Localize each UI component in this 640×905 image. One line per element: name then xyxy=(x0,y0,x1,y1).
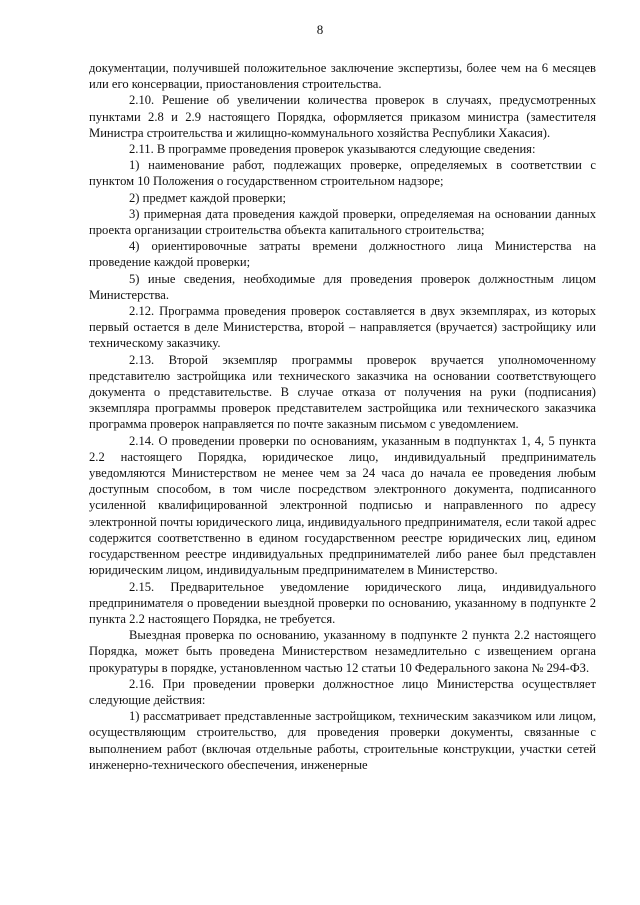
paragraph: 4) ориентировочные затраты времени должностного лица Министерства на проведение каждой проверки; xyxy=(89,239,596,270)
paragraph: Выездная проверка по основанию, указанному в подпункте 2 пункта 2.2 настоящего Порядка, может быть проведена Министерством незамедлительно с извещением органа прокуратуры в порядке, установленном частью 12 статьи 10 Федерального закона № 294-ФЗ. xyxy=(89,628,596,675)
paragraph: 2.10. Решение об увеличении количества проверок в случаях, предусмотренных пунктами 2.8 и 2.9 настоящего Порядка, оформляется приказом министра (заместителя Министра строительства и жилищно-коммунального хозяйства Республики Хакасия). xyxy=(89,93,596,140)
paragraph: 5) иные сведения, необходимые для проведения проверок должностным лицом Министерства. xyxy=(89,271,596,302)
document-body xyxy=(89,60,596,773)
paragraph: документации, получившей положительное заключение экспертизы, более чем на 6 месяцев или его консервации, приостановления строительства. xyxy=(89,61,596,92)
paragraph: 2) предмет каждой проверки; xyxy=(129,190,286,205)
paragraph: 1) наименование работ, подлежащих проверке, определяемых в соответствии с пунктом 10 Положения о государственном строительном надзоре; xyxy=(89,158,596,189)
paragraph: 2.16. При проведении проверки должностное лицо Министерства осуществляет следующие действия: xyxy=(89,676,596,707)
paragraph: 3) примерная дата проведения каждой проверки, определяемая на основании данных проекта организации строительства объекта капитального строительства; xyxy=(89,206,596,238)
paragraph: 1) рассматривает представленные застройщиком, техническим заказчиком или лицом, осуществляющим строительство, для проведения проверки документы, связанные с выполнением работ (включая отдельные работы, строительные конструкции, участки сетей инженерно-технического обеспечения, инженерные xyxy=(89,709,596,772)
paragraph: 2.13. Второй экземпляр программы проверок вручается уполномоченному представителю застройщика или технического заказчика на основании соответствующего документа о представительстве. В случае отказа от получения на руки (подписания) экземпляра программы проверок представителем застройщика или технического заказчика программа проверок направляется по почте заказным письмом с уведомлением. xyxy=(89,352,596,432)
paragraph: 2.14. О проведении проверки по основаниям, указанным в подпунктах 1, 4, 5 пункта 2.2 настоящего Порядка, юридическое лицо, индивидуальный предприниматель уведомляются Министерством не менее чем за 24 часа до начала ее проведения любым доступным способом, в том числе посредством электронного документа, подписанного усиленной квалифицированной электронной подписью и направленного по адресу электронной почты юридического лица, индивидуального предпринимателя, если такой адрес содержится соответственно в едином государственном реестре юридических лиц, едином государственном реестре индивидуальных предпринимателей либо ранее был представлен юридическим лицом, индивидуальным предпринимателем в Министерство. xyxy=(89,433,596,578)
paragraph: 2.15. Предварительное уведомление юридического лица, индивидуального предпринимателя о проведении выездной проверки по основанию, указанному в подпункте 2 пункта 2.2 настоящего Порядка, не требуется. xyxy=(89,579,596,626)
page-number: 8 xyxy=(316,22,324,37)
paragraph: 2.12. Программа проведения проверок составляется в двух экземплярах, из которых первый остается в деле Министерства, второй – направляется (вручается) застройщику или техническому заказчику. xyxy=(89,304,596,351)
paragraph: 2.11. В программе проведения проверок указываются следующие сведения: xyxy=(129,142,536,157)
